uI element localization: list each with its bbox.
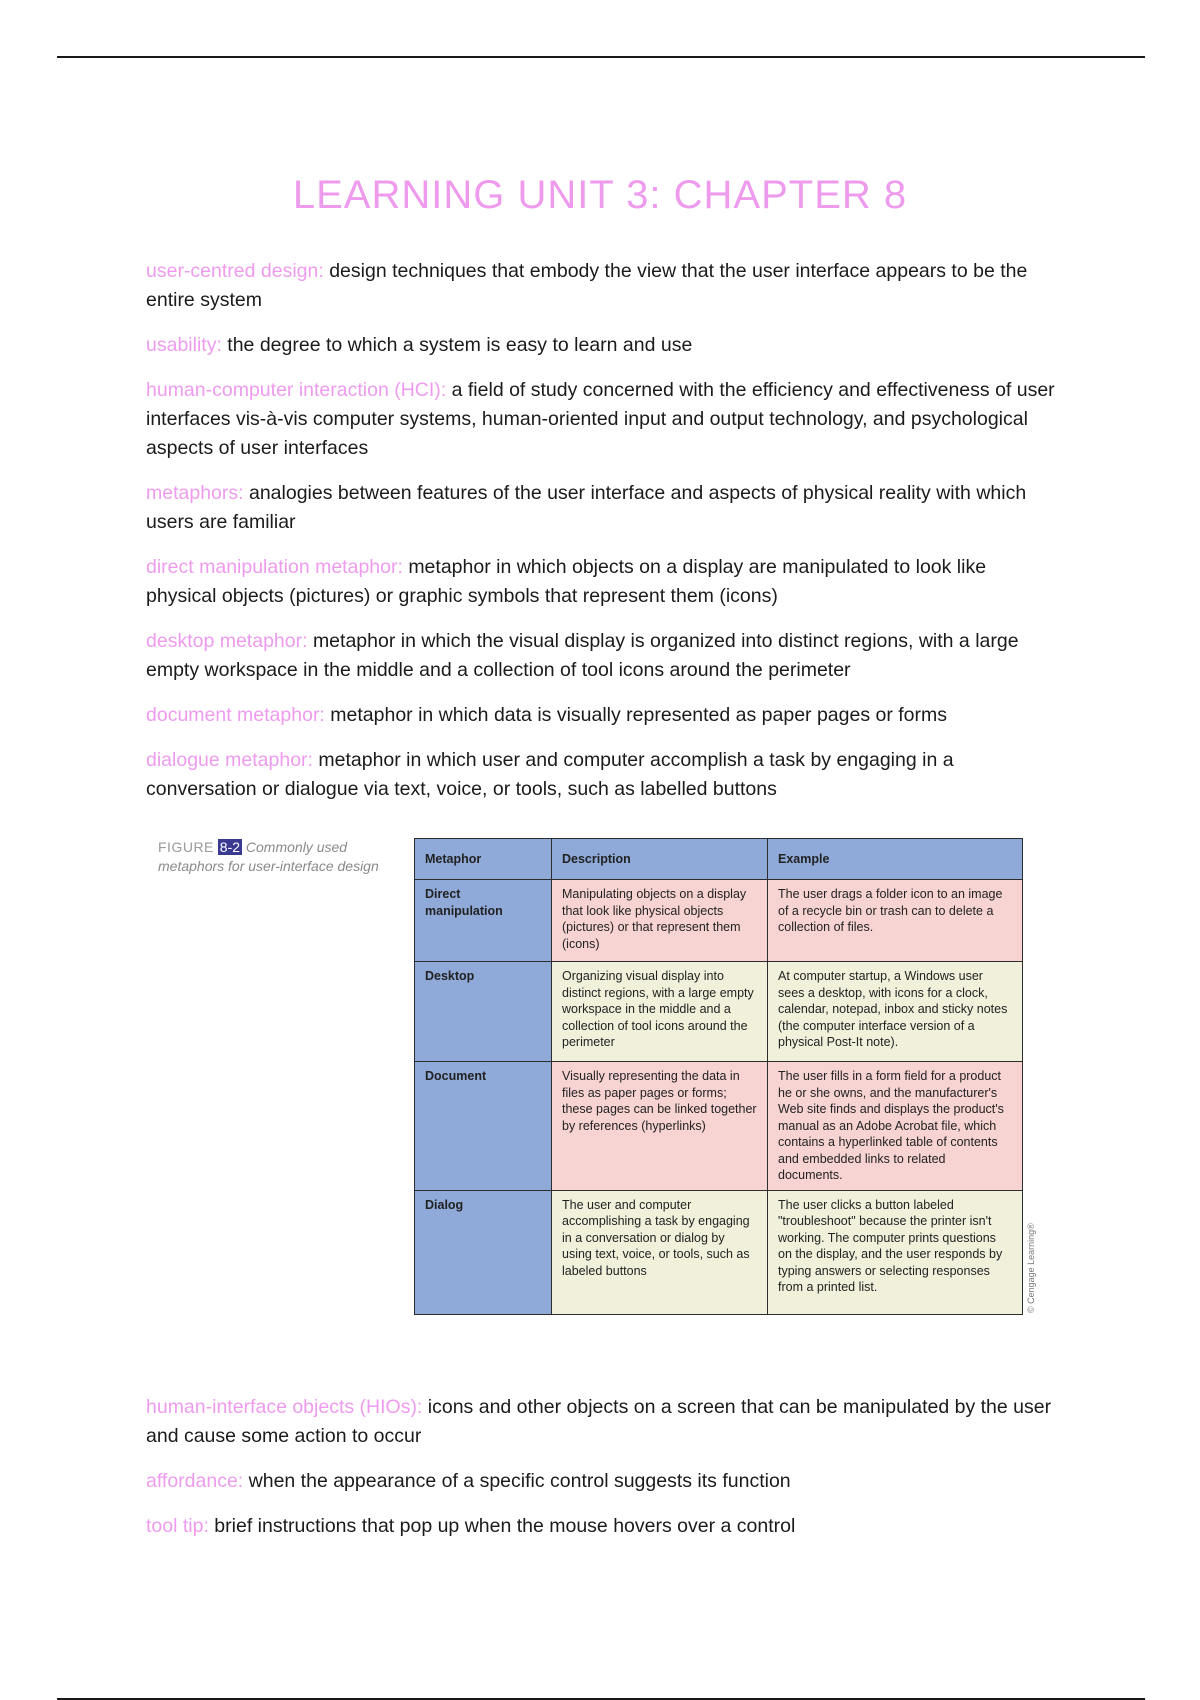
definition-text: metaphor in which objects on a display are manipulated to look like physical objects (pictures) or graphic symbols that represent them (icons) (146, 556, 987, 607)
definition-term: document metaphor: (146, 704, 325, 726)
definition-text: design techniques that embody the view that the user interface appears to be the entire system (146, 260, 1028, 311)
definition-usability (146, 331, 1058, 360)
definition-dialogue-metaphor (146, 746, 1058, 804)
definition-metaphors (146, 479, 1058, 537)
table-cell-description: Organizing visual display into distinct regions, with a large empty workspace in the middle and a collection of tool icons around the perimeter (552, 962, 768, 1062)
definition-document-metaphor (146, 701, 1058, 730)
table-cell-metaphor: Direct manipulation (415, 880, 552, 962)
definition-text: when the appearance of a specific control suggests its function (248, 1470, 791, 1492)
table-cell-metaphor: Document (415, 1062, 552, 1191)
table-cell-example: At computer startup, a Windows user sees a desktop, with icons for a clock, calendar, notepad, inbox and sticky notes (the computer interface version of a physical Post-It note). (768, 962, 1023, 1062)
metaphors-table (414, 838, 1023, 1315)
definition-term: usability: (146, 334, 222, 356)
table-cell-description: The user and computer accomplishing a task by engaging in a conversation or dialog by using text, voice, or tools, such as labeled buttons (552, 1190, 768, 1314)
page-title: LEARNING UNIT 3: CHAPTER 8 (292, 172, 908, 217)
definition-user-centred-design (146, 257, 1058, 315)
definition-term: affordance: (146, 1470, 244, 1492)
definition-text: a field of study concerned with the efficiency and effectiveness of user interfaces vis-à-vis computer systems, human-oriented input and output technology, and psychological aspects of user interfaces (146, 379, 1055, 459)
table-row (415, 1062, 1023, 1191)
table-cell-description: Manipulating objects on a display that look like physical objects (pictures) or that represent them (icons) (552, 880, 768, 962)
figure-caption-text: Commonly used metaphors for user-interface design (158, 839, 379, 874)
figure-8-2 (158, 838, 1038, 1314)
definition-term: tool tip: (146, 1515, 209, 1537)
definition-term: dialogue metaphor: (146, 749, 313, 771)
definitions-top (146, 257, 1058, 820)
definition-text: metaphor in which user and computer accomplish a task by engaging in a conversation or dialogue via text, voice, or tools, such as labelled buttons (146, 749, 954, 800)
table-cell-metaphor: Desktop (415, 962, 552, 1062)
table-cell-metaphor: Dialog (415, 1190, 552, 1314)
definitions-bottom (146, 1393, 1058, 1557)
figure-number: 8-2 (219, 839, 241, 855)
figure-caption (158, 838, 398, 876)
definition-direct-manipulation-metaphor (146, 553, 1058, 611)
definition-text: metaphor in which the visual display is organized into distinct regions, with a large empty workspace in the middle and a collection of tool icons around the perimeter (146, 630, 1019, 681)
figure-label: FIGURE (158, 839, 214, 855)
table-row (415, 880, 1023, 962)
table-cell-example: The user clicks a button labeled "troubleshoot" because the printer isn't working. The computer prints questions on the display, and the user responds by typing answers or selecting responses from a printed list. (768, 1190, 1023, 1314)
table-cell-description: Visually representing the data in files as paper pages or forms; these pages can be linked together by references (hyperlinks) (552, 1062, 768, 1191)
definition-hios (146, 1393, 1058, 1451)
definition-term: human-interface objects (HIOs): (146, 1396, 423, 1418)
definition-term: user-centred design: (146, 260, 324, 282)
definition-tool-tip (146, 1512, 1058, 1541)
figure-credit: © Cengage Learning® (1026, 1223, 1036, 1313)
table-header-example: Example (768, 839, 1023, 880)
table-cell-example: The user drags a folder icon to an image of a recycle bin or trash can to delete a collection of files. (768, 880, 1023, 962)
definition-text: metaphor in which data is visually represented as paper pages or forms (330, 704, 948, 726)
definition-affordance (146, 1467, 1058, 1496)
table-row (415, 962, 1023, 1062)
table-header-metaphor: Metaphor (415, 839, 552, 880)
definition-hci (146, 376, 1058, 463)
definition-term: direct manipulation metaphor: (146, 556, 403, 578)
definition-text: the degree to which a system is easy to learn and use (227, 334, 693, 356)
top-rule (57, 56, 1145, 58)
table-row (415, 1190, 1023, 1314)
table-header-row (415, 839, 1023, 880)
definition-term: metaphors: (146, 482, 244, 504)
definition-term: human-computer interaction (HCI): (146, 379, 447, 401)
definition-text: icons and other objects on a screen that can be manipulated by the user and cause some action to occur (146, 1396, 1052, 1447)
definition-text: analogies between features of the user interface and aspects of physical reality with which users are familiar (146, 482, 1027, 533)
table-cell-example: The user fills in a form field for a product he or she owns, and the manufacturer's Web site finds and displays the product's manual as an Adobe Acrobat file, which contains a hyperlinked table of contents and embedded links to related documents. (768, 1062, 1023, 1191)
definition-desktop-metaphor (146, 627, 1058, 685)
definition-term: desktop metaphor: (146, 630, 308, 652)
table-header-description: Description (552, 839, 768, 880)
definition-text: brief instructions that pop up when the mouse hovers over a control (214, 1515, 796, 1537)
